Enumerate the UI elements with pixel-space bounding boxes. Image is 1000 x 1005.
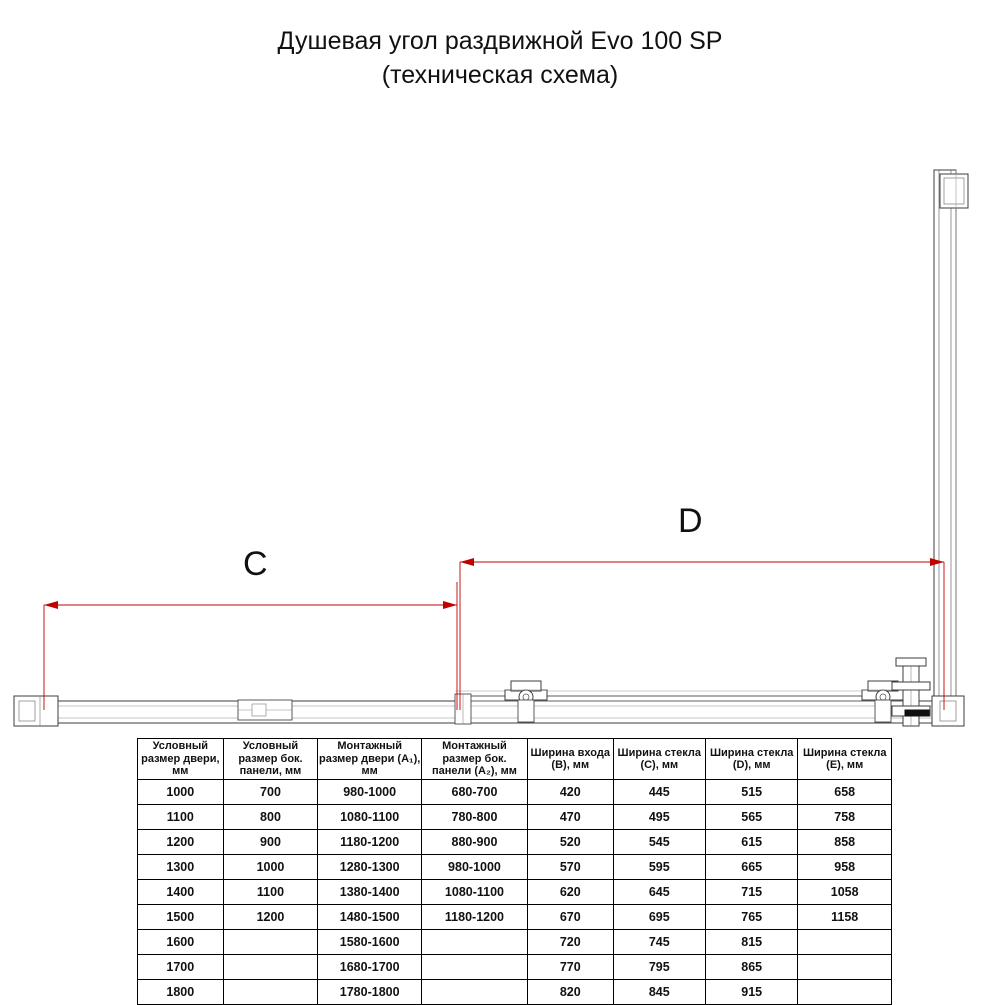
- table-cell: 1200: [138, 830, 224, 855]
- table-cell: 865: [705, 955, 797, 980]
- table-cell: 695: [613, 905, 705, 930]
- table-row: [138, 955, 892, 980]
- table-row: [138, 880, 892, 905]
- table-cell: 470: [527, 805, 613, 830]
- table-row: [138, 980, 892, 1005]
- table-header-cell: Ширина входа (B), мм: [527, 739, 613, 780]
- table-cell: [798, 930, 892, 955]
- page-title-line-1: Душевая угол раздвижной Evo 100 SP: [277, 27, 723, 55]
- table-cell: 745: [613, 930, 705, 955]
- table-cell: 565: [705, 805, 797, 830]
- table-cell: 1700: [138, 955, 224, 980]
- table-cell: 1780-1800: [318, 980, 422, 1005]
- table-cell: 700: [223, 780, 318, 805]
- table-header-cell: Условный размер бок. панели, мм: [223, 739, 318, 780]
- bottom-rail-assembly: [14, 658, 964, 726]
- table-cell: 1180-1200: [318, 830, 422, 855]
- table-cell: 720: [527, 930, 613, 955]
- table-cell: 658: [798, 780, 892, 805]
- table-header-cell: Монтажный размер двери (A₁), мм: [318, 739, 422, 780]
- table-cell: 1600: [138, 930, 224, 955]
- table-header-cell: Ширина стекла (D), мм: [705, 739, 797, 780]
- table-cell: 515: [705, 780, 797, 805]
- table-row: [138, 780, 892, 805]
- table-cell: 958: [798, 855, 892, 880]
- table-cell: 645: [613, 880, 705, 905]
- table-cell: 545: [613, 830, 705, 855]
- table-cell: 1080-1100: [318, 805, 422, 830]
- table-cell: 1080-1100: [422, 880, 528, 905]
- left-bracket: [238, 700, 292, 720]
- table-cell: 1480-1500: [318, 905, 422, 930]
- table-cell: [223, 980, 318, 1005]
- table-cell: 615: [705, 830, 797, 855]
- table-cell: 715: [705, 880, 797, 905]
- table-cell: 765: [705, 905, 797, 930]
- page-title-line-2: (техническая схема): [381, 61, 619, 89]
- table-cell: 915: [705, 980, 797, 1005]
- table-header-row: [138, 739, 892, 780]
- page-title: [0, 24, 1000, 92]
- table-cell: 858: [798, 830, 892, 855]
- table-cell: 570: [527, 855, 613, 880]
- table-cell: 780-800: [422, 805, 528, 830]
- table-cell: 445: [613, 780, 705, 805]
- table-cell: 815: [705, 930, 797, 955]
- table-cell: 620: [527, 880, 613, 905]
- table-header-cell: Условный размер двери, мм: [138, 739, 224, 780]
- table-cell: 495: [613, 805, 705, 830]
- table-cell: 1400: [138, 880, 224, 905]
- table-row: [138, 805, 892, 830]
- table-cell: 845: [613, 980, 705, 1005]
- table-cell: 1280-1300: [318, 855, 422, 880]
- table-cell: 1100: [138, 805, 224, 830]
- table-header-cell: Монтажный размер бок. панели (A₂), мм: [422, 739, 528, 780]
- table-cell: 770: [527, 955, 613, 980]
- table-cell: 1500: [138, 905, 224, 930]
- table-cell: 758: [798, 805, 892, 830]
- table-row: [138, 930, 892, 955]
- table-cell: [798, 980, 892, 1005]
- table-cell: 1580-1600: [318, 930, 422, 955]
- table-cell: 1100: [223, 880, 318, 905]
- table-cell: 420: [527, 780, 613, 805]
- table-cell: [223, 930, 318, 955]
- table-cell: 1300: [138, 855, 224, 880]
- table-cell: 1180-1200: [422, 905, 528, 930]
- table-cell: 1058: [798, 880, 892, 905]
- table-cell: 880-900: [422, 830, 528, 855]
- specification-table: [137, 738, 892, 1005]
- table-cell: 900: [223, 830, 318, 855]
- dimension-label-d: D: [678, 502, 703, 540]
- table-row: [138, 855, 892, 880]
- table-cell: 1000: [223, 855, 318, 880]
- table-cell: 980-1000: [422, 855, 528, 880]
- shower-enclosure-drawing: [0, 130, 1000, 740]
- side-panel-profile: [934, 170, 968, 712]
- table-cell: 1200: [223, 905, 318, 930]
- table-row: [138, 830, 892, 855]
- table-cell: 795: [613, 955, 705, 980]
- table-cell: 1158: [798, 905, 892, 930]
- table-cell: 670: [527, 905, 613, 930]
- table-header-cell: Ширина стекла (E), мм: [798, 739, 892, 780]
- table-cell: [422, 980, 528, 1005]
- table-cell: 680-700: [422, 780, 528, 805]
- table-cell: [798, 955, 892, 980]
- table-row: [138, 905, 892, 930]
- table-cell: 1680-1700: [318, 955, 422, 980]
- table-cell: 665: [705, 855, 797, 880]
- drawing-svg: [0, 130, 1000, 740]
- table-header-cell: Ширина стекла (C), мм: [613, 739, 705, 780]
- table-cell: 820: [527, 980, 613, 1005]
- table-cell: [422, 955, 528, 980]
- table-cell: 1000: [138, 780, 224, 805]
- table-cell: [422, 930, 528, 955]
- table-cell: 1380-1400: [318, 880, 422, 905]
- table-cell: [223, 955, 318, 980]
- table-cell: 980-1000: [318, 780, 422, 805]
- dimension-line-c: [44, 582, 457, 710]
- table-cell: 1800: [138, 980, 224, 1005]
- dimension-label-c: C: [243, 545, 268, 583]
- table-cell: 800: [223, 805, 318, 830]
- table-cell: 520: [527, 830, 613, 855]
- table-cell: 595: [613, 855, 705, 880]
